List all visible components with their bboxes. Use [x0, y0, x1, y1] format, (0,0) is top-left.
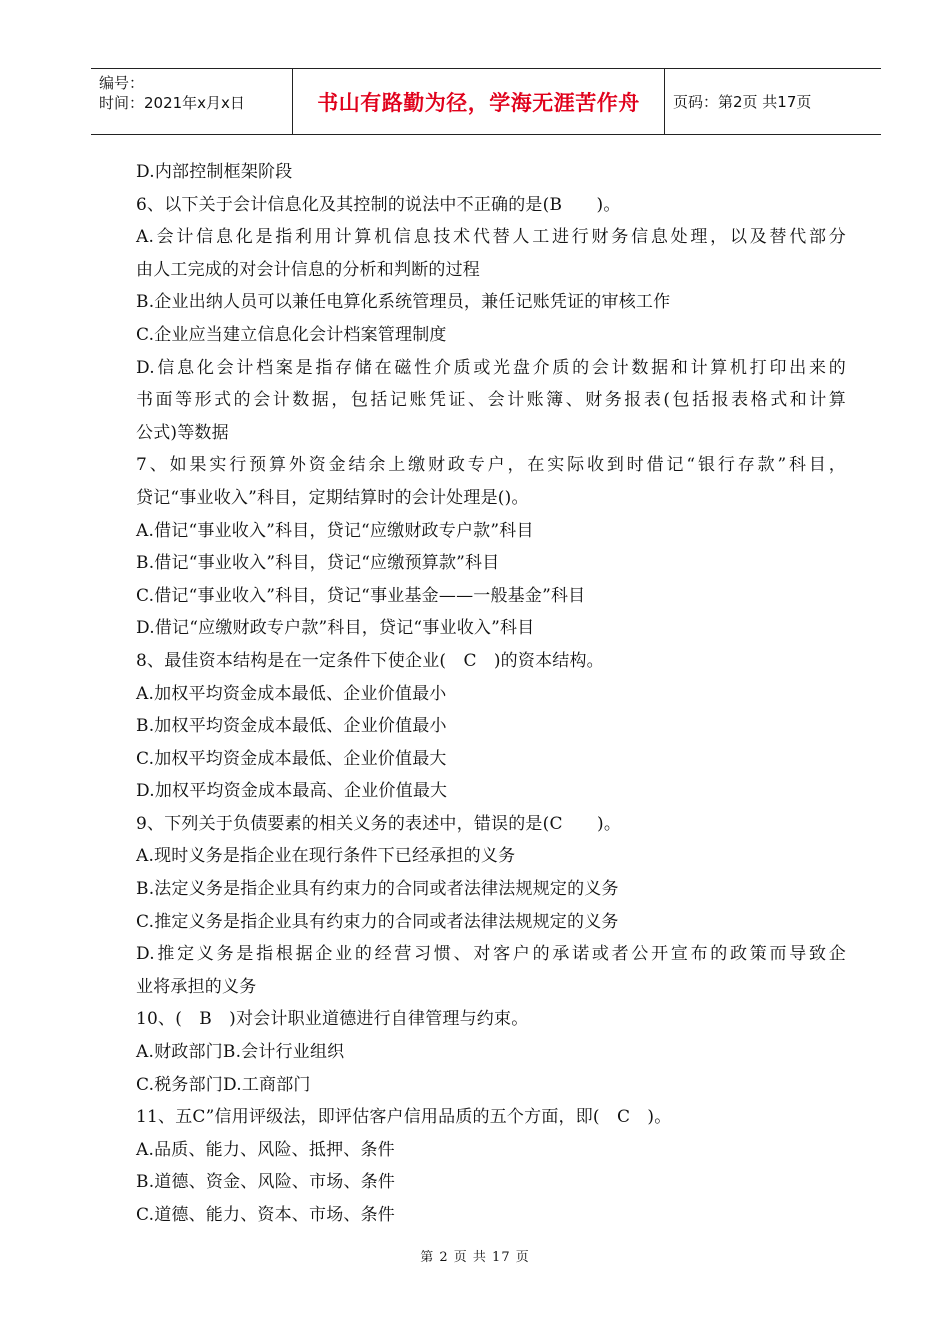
text-line: C.借记“事业收入”科目，贷记“事业基金——一般基金”科目 [136, 585, 586, 606]
time-label: 时间：2021年x月x日 [99, 94, 245, 112]
text-line: D.加权平均资金成本最高、企业价值最大 [136, 781, 448, 802]
text-line: A.现时义务是指企业在现行条件下已经承担的义务 [136, 846, 516, 867]
question-line: 9、下列关于负债要素的相关义务的表述中，错误的是(C )。 [136, 813, 622, 834]
text-line: D.借记“应缴财政专户款”科目，贷记“事业收入”科目 [136, 618, 535, 639]
question-line: 8、最佳资本结构是在一定条件下使企业( C )的资本结构。 [136, 650, 604, 671]
header-meta [91, 69, 293, 134]
text-line: B.加权平均资金成本最低、企业价值最小 [136, 716, 447, 737]
text-line: B.法定义务是指企业具有约束力的合同或者法律法规规定的义务 [136, 879, 619, 900]
page-header [91, 68, 881, 135]
text-line: A.加权平均资金成本最低、企业价值最小 [136, 683, 447, 704]
text-line: A.会计信息化是指利用计算机信息技术代替人工进行财务信息处理，以及替代部分 [136, 227, 846, 248]
question-line: 6、以下关于会计信息化及其控制的说法中不正确的是(B )。 [136, 194, 621, 215]
header-motto: 书山有路勤为径，学海无涯苦作舟 [293, 69, 665, 134]
text-line: 由人工完成的对会计信息的分析和判断的过程 [136, 259, 480, 280]
text-line: C.道德、能力、资本、市场、条件 [136, 1205, 396, 1225]
text-line: C.加权平均资金成本最低、企业价值最大 [136, 748, 447, 769]
text-line: C.税务部门D.工商部门 [136, 1074, 311, 1095]
header-page-info: 页码：第2页 共17页 [673, 93, 812, 111]
text-line: D.信息化会计档案是指存储在磁性介质或光盘介质的会计数据和计算机打印出来的 [136, 357, 846, 378]
text-line: 贷记“事业收入”科目，定期结算时的会计处理是()。 [136, 487, 529, 508]
page-footer: 第 2 页 共 17 页 [420, 1250, 530, 1265]
text-line: 业将承担的义务 [136, 976, 257, 997]
text-line: C.推定义务是指企业具有约束力的合同或者法律法规规定的义务 [136, 911, 619, 932]
text-line: A.品质、能力、风险、抵押、条件 [136, 1139, 395, 1160]
code-label: 编号： [99, 74, 145, 92]
text-line: B.借记“事业收入”科目，贷记“应缴预算款”科目 [136, 553, 500, 574]
text-line: D.内部控制框架阶段 [136, 162, 293, 182]
text-line: A.财政部门B.会计行业组织 [136, 1042, 345, 1063]
question-line: 11、五C”信用评级法，即评估客户信用品质的五个方面，即( C )。 [136, 1107, 672, 1128]
question-line: 7、如果实行预算外资金结余上缴财政专户，在实际收到时借记“银行存款”科目， [136, 455, 846, 476]
text-line: D.推定义务是指根据企业的经营习惯、对客户的承诺或者公开宣布的政策而导致企 [136, 944, 846, 965]
text-line: B.道德、资金、风险、市场、条件 [136, 1172, 396, 1193]
text-line: C.企业应当建立信息化会计档案管理制度 [136, 324, 447, 345]
document-body [136, 156, 846, 1232]
text-line: A.借记“事业收入”科目，贷记“应缴财政专户款”科目 [136, 520, 534, 541]
text-line: 公式)等数据 [136, 422, 229, 443]
text-line: B.企业出纳人员可以兼任电算化系统管理员，兼任记账凭证的审核工作 [136, 292, 671, 313]
question-line: 10、( B )对会计职业道德进行自律管理与约束。 [136, 1009, 529, 1030]
text-line: 书面等形式的会计数据，包括记账凭证、会计账簿、财务报表(包括报表格式和计算 [136, 390, 846, 411]
